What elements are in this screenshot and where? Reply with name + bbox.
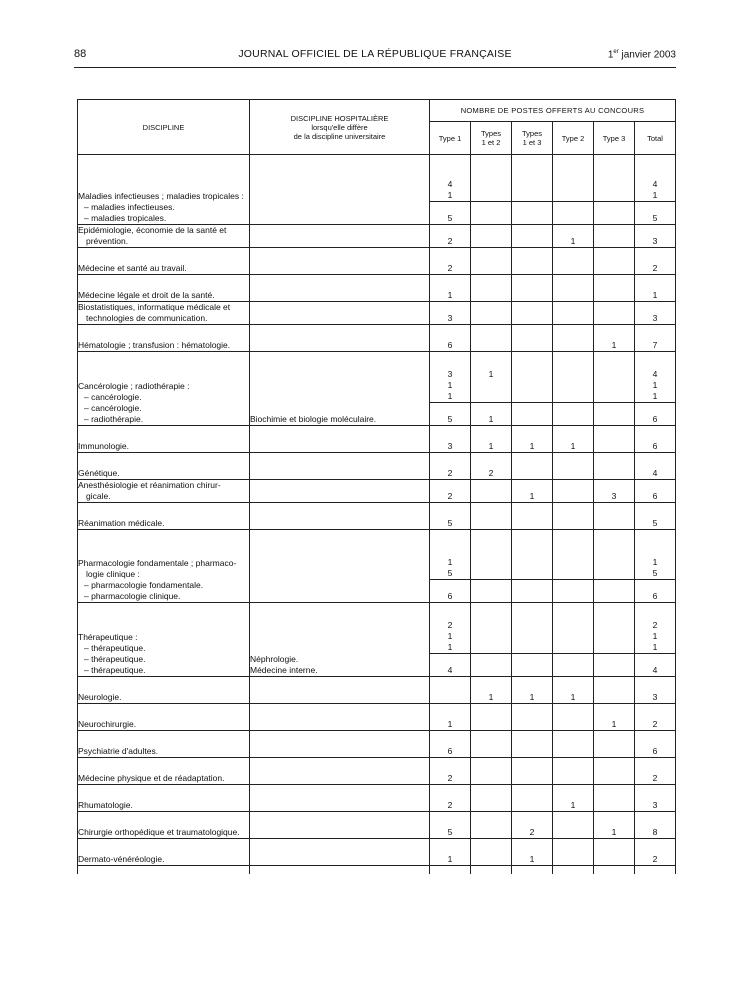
table-cell: [250, 866, 430, 874]
table-cell: 3: [635, 302, 676, 325]
table-row: [78, 677, 676, 704]
table-cell: [594, 866, 635, 874]
table-row: [78, 352, 676, 403]
table-cell: 2: [430, 248, 471, 275]
table-row: [78, 480, 676, 503]
row-hospital: [250, 480, 430, 503]
row-hospital: [250, 731, 430, 758]
table-row: [78, 866, 676, 874]
table-cell: [512, 654, 553, 677]
row-hospital: [250, 325, 430, 352]
table-row: [78, 453, 676, 480]
table-row: [78, 503, 676, 530]
table-cell: 2 1 1: [635, 603, 676, 654]
table-cell: [512, 275, 553, 302]
table-cell: [512, 530, 553, 580]
table-cell: [512, 785, 553, 812]
table-row: [78, 155, 676, 202]
header-rule: [74, 67, 676, 68]
table-cell: [553, 453, 594, 480]
table-cell: [594, 758, 635, 785]
table-cell: [471, 275, 512, 302]
table-row: [78, 785, 676, 812]
table-cell: 1: [471, 426, 512, 453]
table-cell: 1: [553, 225, 594, 248]
row-hospital: [250, 453, 430, 480]
table-cell: 1 5: [635, 530, 676, 580]
table-cell: [471, 654, 512, 677]
table-cell: [594, 839, 635, 866]
row-discipline: Anesthésiologie et réanimation chirur- gicale.: [78, 480, 250, 503]
row-hospital: [250, 677, 430, 704]
table-cell: [471, 530, 512, 580]
table-cell: 6: [430, 731, 471, 758]
table-row: [78, 758, 676, 785]
table-cell: [471, 785, 512, 812]
table-cell: [553, 580, 594, 603]
table-cell: [512, 453, 553, 480]
col-total: Total: [635, 122, 676, 155]
table-cell: 5: [635, 503, 676, 530]
table-cell: 2: [635, 248, 676, 275]
row-discipline: Médecine physique et de réadaptation.: [78, 758, 250, 785]
table-cell: 2: [430, 480, 471, 503]
row-discipline: Médecine légale et droit de la santé.: [78, 275, 250, 302]
row-discipline: Chirurgie orthopédique et traumatologique.: [78, 812, 250, 839]
table-cell: [553, 202, 594, 225]
posts-table: [77, 99, 676, 874]
table-cell: [471, 155, 512, 202]
table-cell: 1: [553, 785, 594, 812]
row-hospital: [250, 839, 430, 866]
table-cell: [512, 603, 553, 654]
table-cell: 3: [430, 302, 471, 325]
table-cell: 6: [635, 580, 676, 603]
row-discipline: Epidémiologie, économie de la santé et prévention.: [78, 225, 250, 248]
table-cell: 1: [471, 403, 512, 426]
row-hospital: [250, 785, 430, 812]
table-cell: 8: [635, 812, 676, 839]
row-discipline: Hématologie ; transfusion : hématologie.: [78, 325, 250, 352]
table-cell: 4 1 1: [635, 352, 676, 403]
table-cell: 2: [430, 785, 471, 812]
table-cell: [594, 453, 635, 480]
table-cell: [512, 503, 553, 530]
table-cell: [471, 603, 512, 654]
table-cell: [553, 275, 594, 302]
table-cell: [471, 580, 512, 603]
table-cell: 2: [512, 812, 553, 839]
row-discipline: Dermato-vénéréologie.: [78, 839, 250, 866]
table-cell: [471, 812, 512, 839]
table-cell: 1: [594, 704, 635, 731]
table-cell: [553, 839, 594, 866]
row-hospital: Biochimie et biologie moléculaire.: [250, 352, 430, 426]
table-cell: 4 1: [635, 155, 676, 202]
row-hospital: [250, 758, 430, 785]
table-cell: [594, 731, 635, 758]
table-cell: 4 1: [430, 155, 471, 202]
row-hospital: [250, 302, 430, 325]
table-cell: 2: [430, 453, 471, 480]
row-discipline: Thérapeutique : – thérapeutique. – thérapeutique. – thérapeutique.: [78, 603, 250, 677]
table-cell: [512, 352, 553, 403]
table-cell: [78, 866, 250, 874]
table-cell: [430, 866, 471, 874]
table-cell: [512, 758, 553, 785]
table-cell: 1: [553, 426, 594, 453]
table-cell: [553, 503, 594, 530]
table-row: [78, 839, 676, 866]
issue-date: 1er janvier 2003: [607, 49, 676, 61]
table-cell: 1: [512, 480, 553, 503]
table-cell: [553, 248, 594, 275]
col-type2: Type 2: [553, 122, 594, 155]
table-row: [78, 248, 676, 275]
table-cell: [594, 580, 635, 603]
table-row: [78, 302, 676, 325]
table-cell: [553, 302, 594, 325]
table-cell: [553, 530, 594, 580]
table-cell: [594, 352, 635, 403]
table-cell: [594, 403, 635, 426]
row-hospital: [250, 248, 430, 275]
table-row: [78, 603, 676, 654]
table-cell: 2: [635, 704, 676, 731]
row-discipline: Psychiatrie d'adultes.: [78, 731, 250, 758]
table-cell: 2: [635, 758, 676, 785]
table-cell: 5: [635, 202, 676, 225]
table-cell: [512, 704, 553, 731]
table-row: [78, 225, 676, 248]
table-cell: [553, 758, 594, 785]
table-row: [78, 530, 676, 580]
row-hospital: [250, 503, 430, 530]
table-cell: [471, 248, 512, 275]
table-row: [78, 426, 676, 453]
table-row: [78, 275, 676, 302]
table-cell: 1: [594, 812, 635, 839]
table-cell: [512, 202, 553, 225]
row-hospital: [250, 155, 430, 225]
row-discipline: Neurochirurgie.: [78, 704, 250, 731]
col-group-posts: NOMBRE DE POSTES OFFERTS AU CONCOURS: [430, 100, 676, 122]
table-cell: 3: [635, 677, 676, 704]
table-cell: [594, 426, 635, 453]
row-hospital: [250, 812, 430, 839]
table-cell: 1 5: [430, 530, 471, 580]
row-discipline: Maladies infectieuses ; maladies tropicales : – maladies infectieuses. – maladies tropicales.: [78, 155, 250, 225]
row-discipline: Immunologie.: [78, 426, 250, 453]
table-row: [78, 325, 676, 352]
table-cell: 4: [635, 453, 676, 480]
row-discipline: Pharmacologie fondamentale ; pharmaco- logie clinique : – pharmacologie fondamentale. – pharmacologie clinique.: [78, 530, 250, 603]
col-hospital-discipline: DISCIPLINE HOSPITALIÈRE lorsqu'elle diffère de la discipline universitaire: [250, 100, 430, 155]
table-cell: [512, 403, 553, 426]
table-cell: 1: [471, 677, 512, 704]
table-row: [78, 731, 676, 758]
table-cell: [471, 302, 512, 325]
table-cell: [594, 503, 635, 530]
table-cell: 1: [594, 325, 635, 352]
table-cell: [512, 302, 553, 325]
table-cell: [553, 704, 594, 731]
row-hospital: [250, 225, 430, 248]
table-cell: 5: [430, 812, 471, 839]
table-cell: [512, 225, 553, 248]
table-cell: 1: [430, 704, 471, 731]
row-discipline: Réanimation médicale.: [78, 503, 250, 530]
row-hospital: Néphrologie. Médecine interne.: [250, 603, 430, 677]
table-cell: [512, 580, 553, 603]
table-cell: 2: [471, 453, 512, 480]
table-cell: [594, 530, 635, 580]
table-cell: 2: [430, 225, 471, 248]
table-cell: [512, 248, 553, 275]
table-cell: [471, 758, 512, 785]
table-cell: 1: [512, 426, 553, 453]
table-cell: 2: [430, 758, 471, 785]
table-cell: [594, 603, 635, 654]
table-cell: [553, 403, 594, 426]
table-cell: 1: [635, 275, 676, 302]
table-cell: [594, 654, 635, 677]
table-cell: [594, 248, 635, 275]
table-cell: [471, 202, 512, 225]
row-discipline: Rhumatologie.: [78, 785, 250, 812]
table-cell: [594, 677, 635, 704]
table-cell: [471, 866, 512, 874]
table-cell: 1: [430, 275, 471, 302]
page-number: 88: [74, 48, 87, 60]
table-cell: 2 1 1: [430, 603, 471, 654]
col-types13: Types 1 et 3: [512, 122, 553, 155]
table-cell: 4: [430, 654, 471, 677]
table-cell: [512, 325, 553, 352]
table-cell: 7: [635, 325, 676, 352]
table-cell: [553, 812, 594, 839]
table-cell: 3: [635, 225, 676, 248]
table-cell: [594, 785, 635, 812]
col-type3: Type 3: [594, 122, 635, 155]
row-discipline: Biostatistiques, informatique médicale et technologies de communication.: [78, 302, 250, 325]
table-cell: 1: [430, 839, 471, 866]
row-discipline: Cancérologie ; radiothérapie : – cancérologie. – cancérologie. – radiothérapie.: [78, 352, 250, 426]
table-cell: [512, 866, 553, 874]
table-cell: [553, 155, 594, 202]
table-cell: [553, 603, 594, 654]
table-cell: [553, 654, 594, 677]
table-cell: 6: [430, 580, 471, 603]
row-discipline: Génétique.: [78, 453, 250, 480]
table-cell: [553, 325, 594, 352]
table-cell: [594, 225, 635, 248]
col-types12: Types 1 et 2: [471, 122, 512, 155]
table-cell: 4: [635, 654, 676, 677]
table-cell: [594, 202, 635, 225]
table-cell: [553, 352, 594, 403]
row-discipline: Neurologie.: [78, 677, 250, 704]
row-hospital: [250, 530, 430, 603]
table-cell: 2: [635, 839, 676, 866]
table-cell: [635, 866, 676, 874]
table-cell: [512, 731, 553, 758]
table-cell: 3: [430, 426, 471, 453]
row-hospital: [250, 704, 430, 731]
table-cell: 6: [635, 731, 676, 758]
table-cell: 6: [430, 325, 471, 352]
table-cell: [471, 503, 512, 530]
journal-title: JOURNAL OFFICIEL DE LA RÉPUBLIQUE FRANÇAISE: [238, 48, 512, 60]
table-cell: 3: [594, 480, 635, 503]
table-cell: [471, 839, 512, 866]
table-cell: 5: [430, 403, 471, 426]
table-cell: [471, 704, 512, 731]
table-cell: 3 1 1: [430, 352, 471, 403]
table-row: [78, 812, 676, 839]
table-cell: [594, 155, 635, 202]
table-cell: 5: [430, 503, 471, 530]
table-cell: 5: [430, 202, 471, 225]
table-cell: [553, 866, 594, 874]
table-cell: [430, 677, 471, 704]
table-cell: 1: [512, 677, 553, 704]
page-header: [74, 48, 676, 62]
table-cell: [471, 225, 512, 248]
table-cell: 3: [635, 785, 676, 812]
table-cell: [471, 731, 512, 758]
table-cell: [553, 731, 594, 758]
table-cell: 1: [553, 677, 594, 704]
col-discipline: DISCIPLINE: [78, 100, 250, 155]
table-cell: 1: [471, 352, 512, 403]
table-cell: [594, 275, 635, 302]
col-type1: Type 1: [430, 122, 471, 155]
table-cell: 6: [635, 403, 676, 426]
row-discipline: Médecine et santé au travail.: [78, 248, 250, 275]
row-hospital: [250, 426, 430, 453]
table-cell: 6: [635, 480, 676, 503]
table-cell: [471, 480, 512, 503]
table-cell: [594, 302, 635, 325]
table-cell: 6: [635, 426, 676, 453]
row-hospital: [250, 275, 430, 302]
table-cell: [553, 480, 594, 503]
table-cell: [471, 325, 512, 352]
table-cell: 1: [512, 839, 553, 866]
table-cell: [512, 155, 553, 202]
table-row: [78, 704, 676, 731]
